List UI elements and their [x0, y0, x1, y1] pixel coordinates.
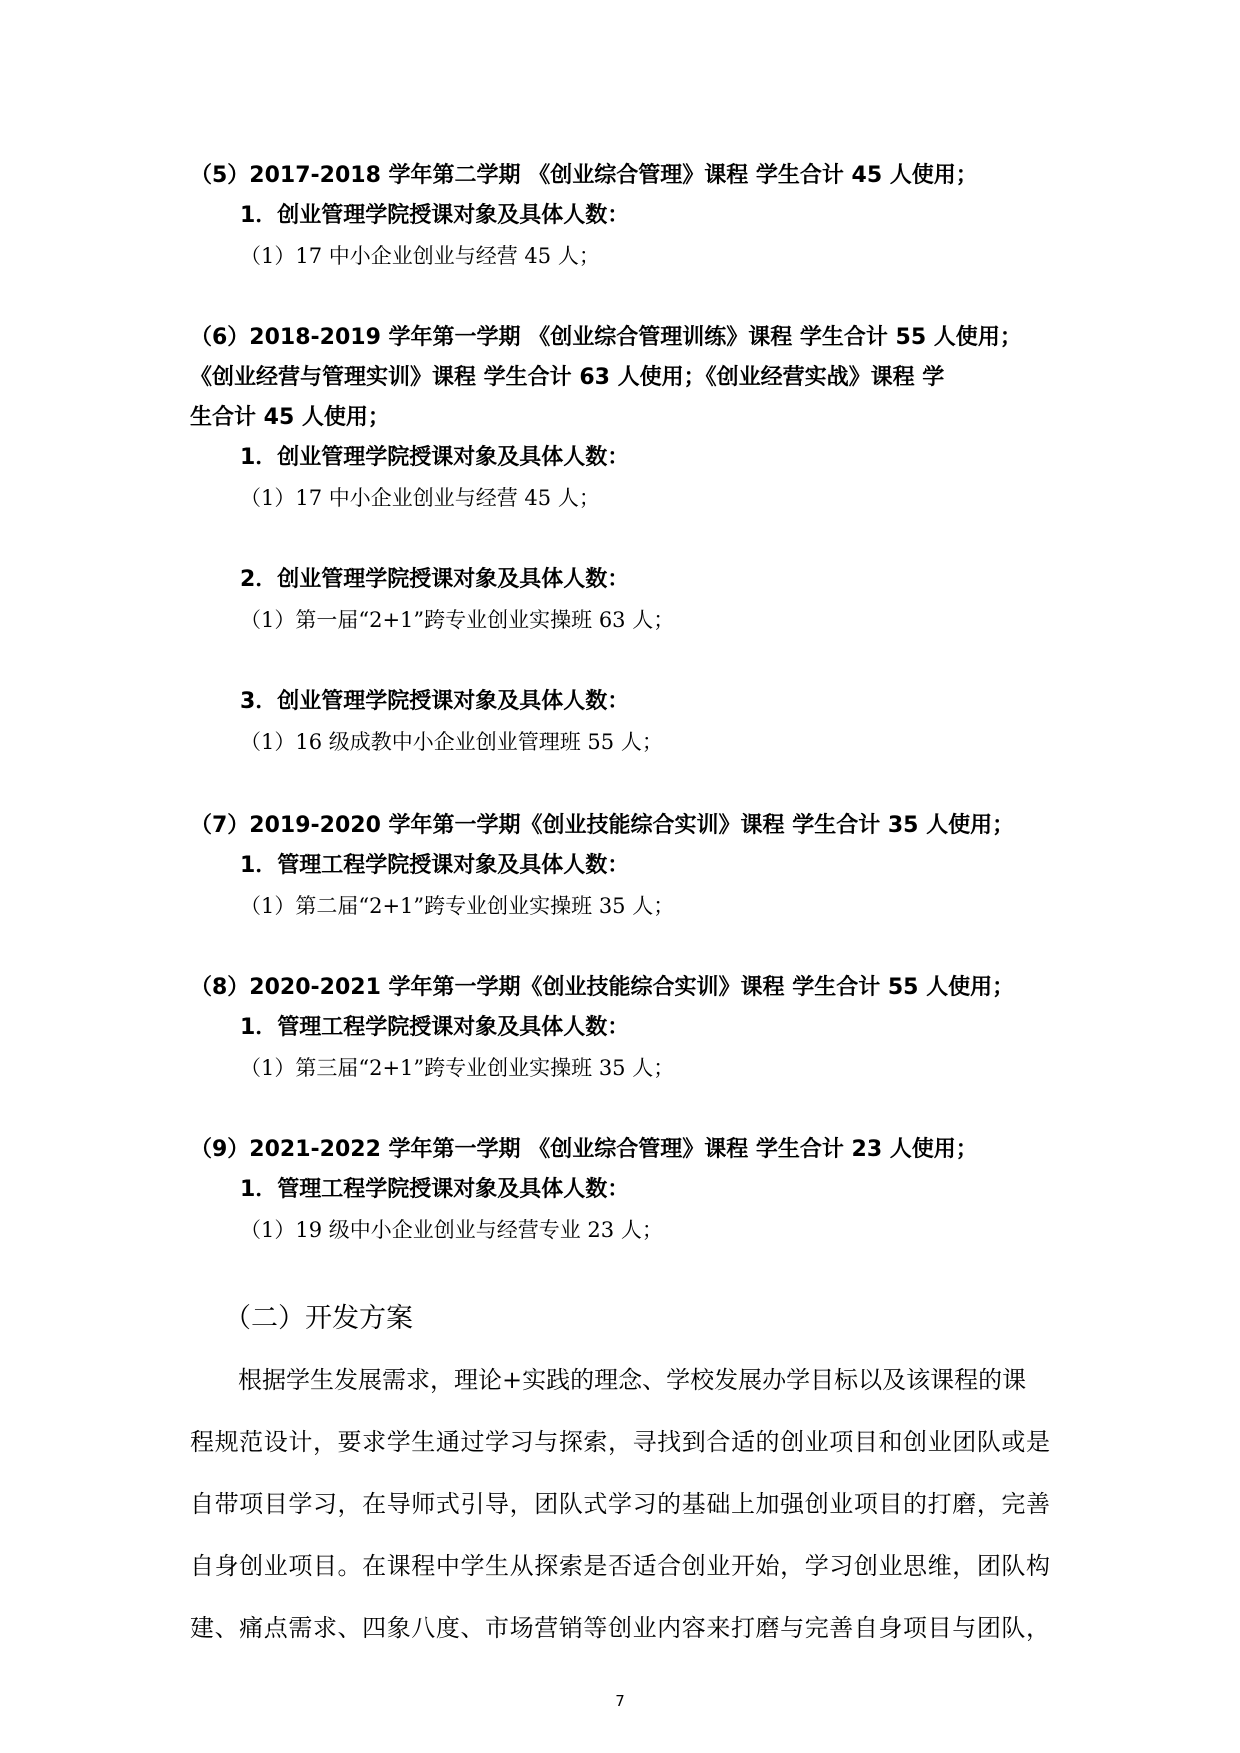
item-6-title-line-1: （6）2018-2019 学年第一学期 《创业综合管理训练》课程 学生合计 55 人使用； — [190, 325, 1022, 350]
item-9-subheading: 1．管理工程学院授课对象及具体人数： — [240, 1177, 630, 1202]
item-6-detail-1: （1）17 中小企业创业与经营 45 人； — [240, 486, 600, 510]
item-9-detail: （1）19 级中小企业创业与经营专业 23 人； — [240, 1218, 663, 1242]
item-8-title: （8）2020-2021 学年第一学期《创业技能综合实训》课程 学生合计 55 人使用； — [190, 975, 1015, 1000]
item-8-detail: （1）第三届“2+1”跨专业创业实操班 35 人； — [240, 1056, 675, 1080]
item-7-subheading: 1．管理工程学院授课对象及具体人数： — [240, 853, 630, 878]
paragraph-line-1: 根据学生发展需求，理论+实践的理念、学校发展办学目标以及该课程的课 — [238, 1366, 1027, 1394]
section-heading: （二）开发方案 — [224, 1303, 413, 1334]
item-6-subheading-2: 2．创业管理学院授课对象及具体人数： — [240, 567, 630, 592]
item-8-subheading: 1．管理工程学院授课对象及具体人数： — [240, 1015, 630, 1040]
item-6-subheading-1: 1．创业管理学院授课对象及具体人数： — [240, 445, 630, 470]
paragraph-line-4: 自身创业项目。在课程中学生从探索是否适合创业开始，学习创业思维，团队构 — [190, 1552, 1050, 1580]
item-6-subheading-3: 3．创业管理学院授课对象及具体人数： — [240, 689, 630, 714]
item-5-subheading: 1．创业管理学院授课对象及具体人数： — [240, 203, 630, 228]
item-5-title: （5）2017-2018 学年第二学期 《创业综合管理》课程 学生合计 45 人使用； — [190, 163, 978, 188]
item-6-detail-2: （1）第一届“2+1”跨专业创业实操班 63 人； — [240, 608, 675, 632]
item-6-title-line-2: 《创业经营与管理实训》课程 学生合计 63 人使用；《创业经营实战》课程 学 — [190, 365, 945, 390]
page-number: 7 — [615, 1692, 625, 1710]
item-9-title: （9）2021-2022 学年第一学期 《创业综合管理》课程 学生合计 23 人使用； — [190, 1137, 978, 1162]
paragraph-line-5: 建、痛点需求、四象八度、市场营销等创业内容来打磨与完善自身项目与团队， — [190, 1614, 1050, 1642]
item-7-title: （7）2019-2020 学年第一学期《创业技能综合实训》课程 学生合计 35 人使用； — [190, 813, 1015, 838]
item-5-detail: （1）17 中小企业创业与经营 45 人； — [240, 244, 600, 268]
paragraph-line-3: 自带项目学习，在导师式引导，团队式学习的基础上加强创业项目的打磨，完善 — [190, 1490, 1050, 1518]
item-6-title-line-3: 生合计 45 人使用； — [190, 405, 390, 430]
paragraph-line-2: 程规范设计，要求学生通过学习与探索，寻找到合适的创业项目和创业团队或是 — [190, 1428, 1050, 1456]
item-6-detail-3: （1）16 级成教中小企业创业管理班 55 人； — [240, 730, 663, 754]
item-7-detail: （1）第二届“2+1”跨专业创业实操班 35 人； — [240, 894, 675, 918]
